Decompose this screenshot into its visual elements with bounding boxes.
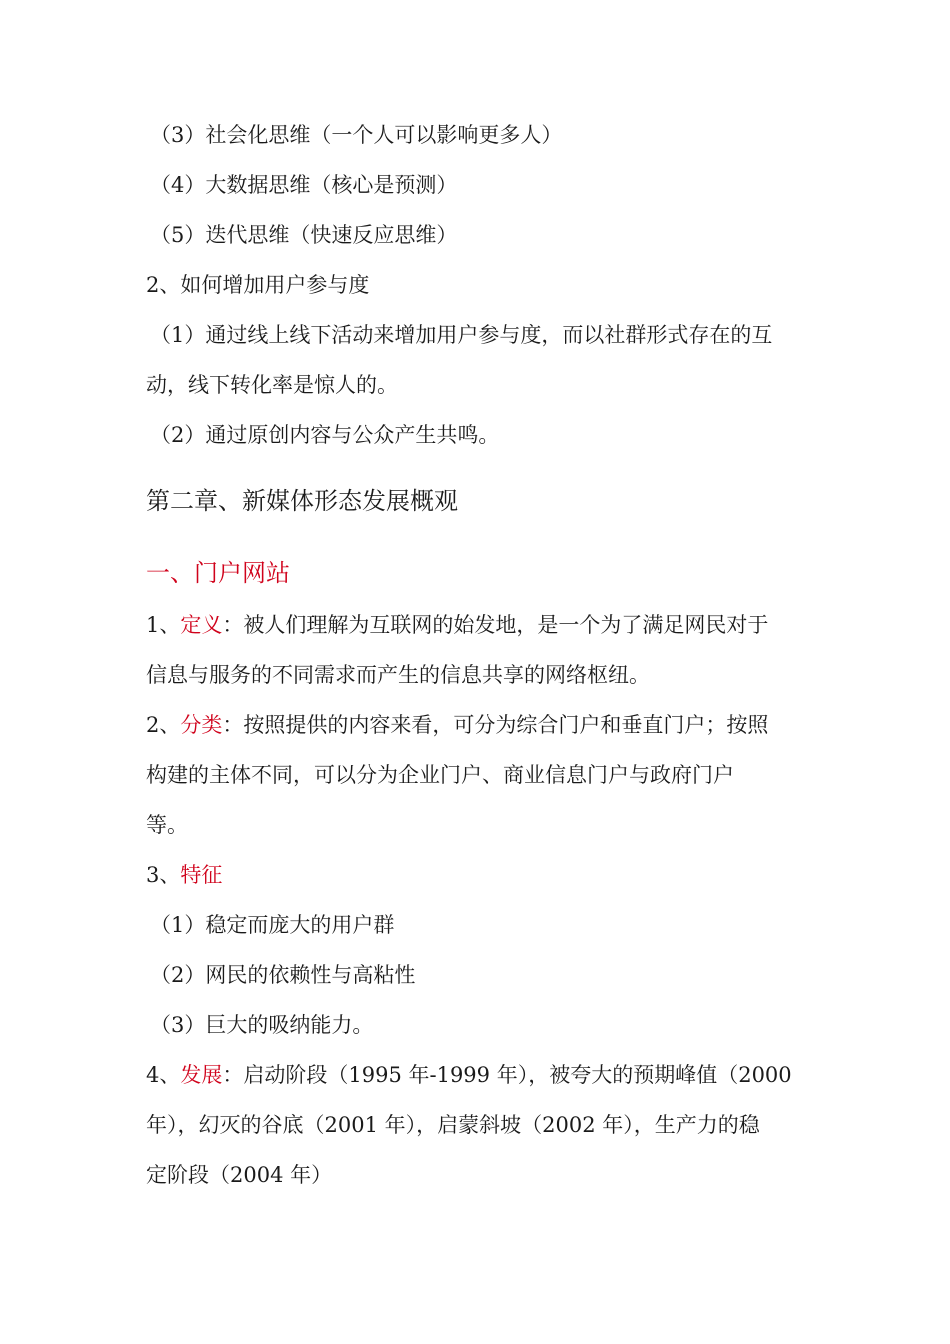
features-heading — [146, 860, 826, 890]
heading-user-engagement: 2、如何增加用户参与度 — [146, 273, 370, 297]
paragraph-offline-activities-line1: （1）通过线上线下活动来增加用户参与度，而以社群形式存在的互 — [150, 323, 773, 347]
development-line3: 定阶段（2004 年） — [146, 1163, 333, 1187]
development-line1 — [146, 1060, 826, 1090]
paragraph-offline-activities-line2: 动，线下转化率是惊人的。 — [146, 373, 398, 397]
development-number: 4、 — [146, 1063, 181, 1087]
feature-item: （1）稳定而庞大的用户群 — [150, 913, 395, 937]
development-line2: 年），幻灭的谷底（2001 年），启蒙斜坡（2002 年），生产力的稳 — [146, 1113, 760, 1137]
development-term: 发展 — [180, 1063, 223, 1087]
classification-number: 2、 — [146, 713, 181, 737]
definition-text: ：被人们理解为互联网的始发地，是一个为了满足网民对于 — [222, 613, 769, 637]
definition-line1 — [146, 610, 826, 640]
classification-line2: 构建的主体不同，可以分为企业门户、商业信息门户与政府门户 — [146, 763, 734, 787]
chapter-title: 第二章、新媒体形态发展概观 — [146, 487, 458, 515]
list-item-iteration-thinking: （5）迭代思维（快速反应思维） — [150, 223, 458, 247]
feature-item: （2）网民的依赖性与高粘性 — [150, 963, 416, 987]
definition-line2: 信息与服务的不同需求而产生的信息共享的网络枢纽。 — [146, 663, 650, 687]
classification-text: ：按照提供的内容来看，可分为综合门户和垂直门户；按照 — [222, 713, 769, 737]
list-item-big-data-thinking: （4）大数据思维（核心是预测） — [150, 173, 458, 197]
classification-term: 分类 — [180, 713, 223, 737]
features-number: 3、 — [146, 863, 181, 887]
development-text: ：启动阶段（1995 年-1999 年），被夸大的预期峰值（2000 — [222, 1063, 792, 1087]
classification-line3: 等。 — [146, 813, 188, 837]
features-term: 特征 — [180, 863, 223, 887]
section-title: 一、门户网站 — [146, 559, 290, 587]
definition-number: 1、 — [146, 613, 181, 637]
classification-line1 — [146, 710, 826, 740]
definition-term: 定义 — [180, 613, 223, 637]
list-item-original-content: （2）通过原创内容与公众产生共鸣。 — [150, 423, 500, 447]
feature-item: （3）巨大的吸纳能力。 — [150, 1013, 374, 1037]
list-item-social-thinking: （3）社会化思维（一个人可以影响更多人） — [150, 123, 563, 147]
